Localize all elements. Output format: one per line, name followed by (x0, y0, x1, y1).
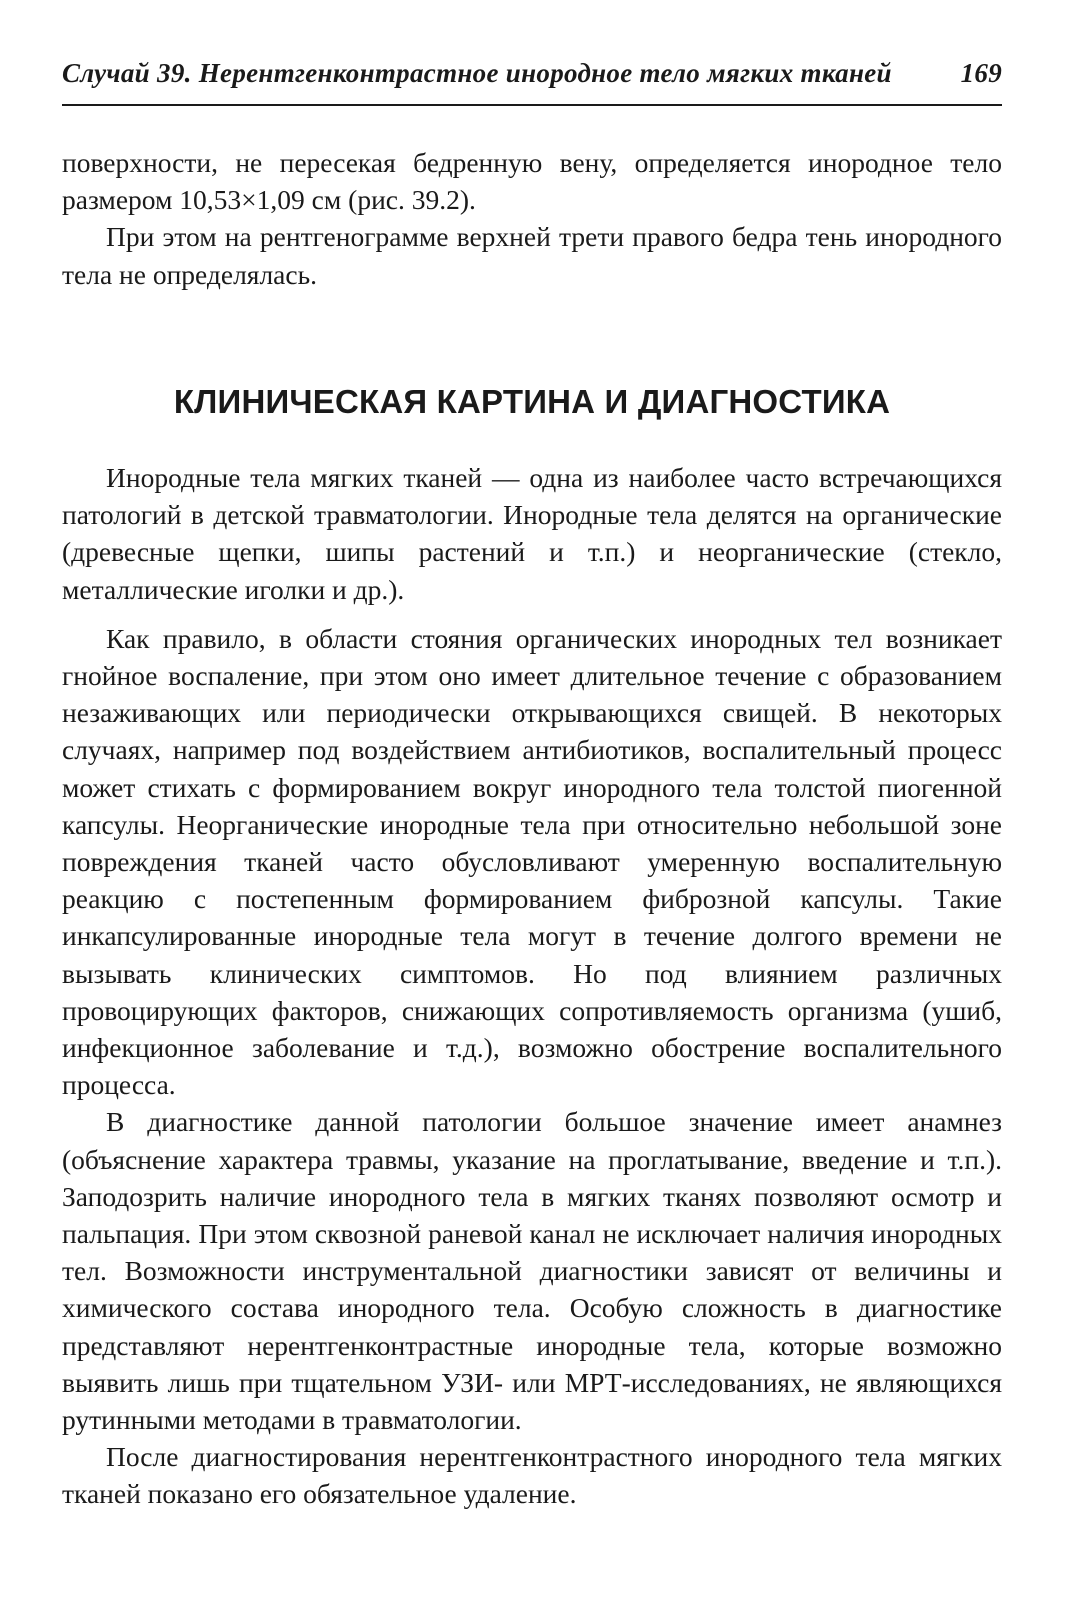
paragraph: После диагностирования нерентгенконтрастного инородного тела мягких тканей показано его обязательное удаление. (62, 1441, 1002, 1510)
paragraph: Как правило, в области стояния органических инородных тел возникает гнойное воспаление, при этом оно имеет длительное течение с образованием незаживающих или периодически открывающихся свищей. В некоторых случаях, например под воздействием антибиотиков, воспалительный процесс может стихать с формированием вокруг инородного тела толстой пиогенной капсулы. Неорганические инородные тела при относительно небольшой зоне повреждения тканей часто обусловливают умеренную воспалительную реакцию с постепенным формированием фиброзной капсулы. Такие инкапсулированные инородные тела могут в течение долгого времени не вызывать клинических симптомов. Но под влиянием различных провоцирующих факторов, снижающих сопротивляемость организма (ушиб, инфекционное заболевание и т.д.), возможно обострение воспалительного процесса. (62, 622, 1002, 1101)
header-rule (62, 104, 1002, 106)
running-title: Случай 39. Нерентгенконтрастное инородное тело мягких тканей (62, 58, 892, 88)
paragraph: При этом на рентгенограмме верхней трети правого бедра тень инородного тела не определялась. (62, 221, 1002, 290)
section-body (62, 459, 1002, 1513)
section-heading: КЛИНИЧЕСКАЯ КАРТИНА И ДИАГНОСТИКА (173, 383, 891, 420)
page-number: 169 (960, 58, 1002, 88)
paragraph: Инородные тела мягких тканей — одна из наиболее часто встречающихся патологий в детской травматологии. Инородные тела делятся на органические (древесные щепки, шипы растений и т.п.) и неорганические (стекло, металлические иголки и др.). (62, 462, 1002, 605)
paragraph: поверхности, не пересекая бедренную вену, определяется инородное тело размером 10,53×1,09 см (рис. 39.2). (62, 147, 1002, 216)
paragraph: В диагностике данной патологии большое значение имеет анамнез (объяснение характера травмы, указание на проглатывание, введение и т.п.). Заподозрить наличие инородного тела в мягких тканях позволяют осмотр и пальпация. При этом сквозной раневой канал не исключает наличия инородных тел. Возможности инструментальной диагностики зависят от величины и химического состава инородного тела. Особую сложность в диагностике представляют нерентгенконтрастные инородные тела, которые возможно выявить лишь при тщательном УЗИ- или МРТ-исследованиях, не являющихся рутинными методами в травматологии. (62, 1106, 1002, 1436)
running-header (62, 58, 1002, 89)
continued-text (62, 144, 1002, 293)
